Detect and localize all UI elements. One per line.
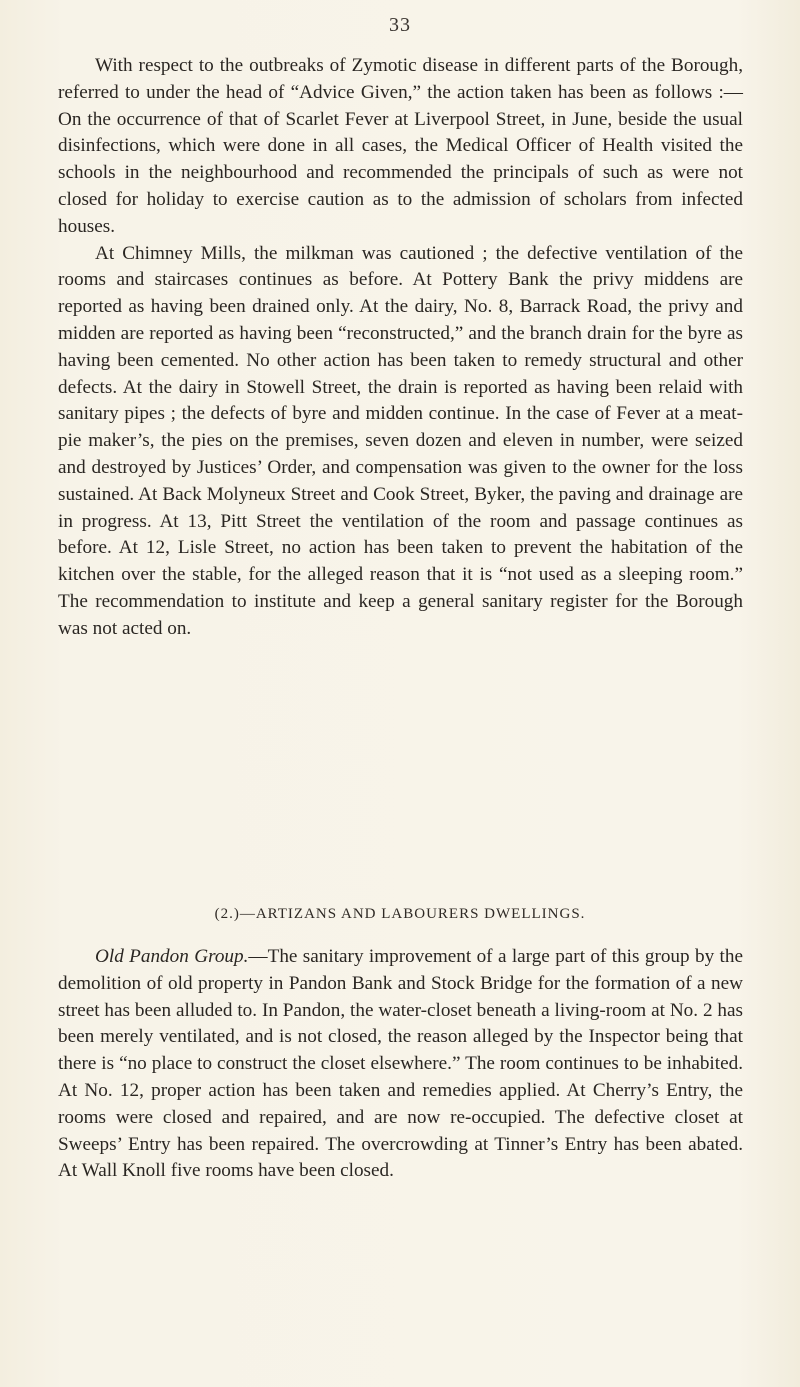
paragraph-chimney-mills: At Chimney Mills, the milkman was cautioned ; the defective ventilation of the rooms and staircases continues as before. At Pottery Bank the privy middens are reported as having been drained only. At the dairy, No. 8, Barrack Road, the privy and midden are reported as having been “reconstructed,” and the branch drain for the byre as having been cemented. No other action has been taken to remedy structural and other defects. At the dairy in Stowell Street, the drain is reported as having been relaid with sanitary pipes ; the defects of byre and midden continue. In the case of Fever at a meat-pie maker’s, the pies on the premises, seven dozen and eleven in number, were seized and destroyed by Justices’ Order, and compensation was given to the owner for the loss sustained. At Back Molyneux Street and Cook Street, Byker, the paving and drainage are in progress. At 13, Pitt Street the ventilation of the room and passage continues as before. At 12, Lisle Street, no action has been taken to prevent the habitation of the kitchen over the stable, for the alleged reason that it is “not used as a sleeping room.” The recommendation to institute and keep a general sanitary register for the Borough was not acted on. [58, 242, 743, 639]
section-heading: (2.)—ARTIZANS AND LABOURERS DWELLINGS. [214, 906, 586, 922]
group-text: —The sanitary improvement of a large part of this group by the demolition of old property in Pandon Bank and Stock Bridge for the formation of a new street has been alluded to. In Pandon, the water-closet beneath a living-room at No. 2 has been merely ventilated, and is not closed, the reason alleged by the Inspector being that there is “no place to construct the closet elsewhere.” The room continues to be inhabited. At No. 12, proper action has been taken and remedies applied. At Cherry’s Entry, the rooms were closed and repaired, and are now re-occupied. The defective closet at Sweeps’ Entry has been repaired. The overcrowding at Tinner’s Entry has been abated. At Wall Knoll five rooms have been closed. [58, 946, 743, 1182]
section-body [58, 944, 743, 1185]
group-title: Old Pandon Group. [95, 946, 249, 967]
main-body [58, 53, 743, 643]
paragraph-old-pandon-group [58, 944, 743, 1185]
page-number: 33 [389, 14, 411, 36]
paragraph-zymotic-outbreaks: With respect to the outbreaks of Zymotic disease in different parts of the Borough, referred to under the head of “Advice Given,” the action taken has been as follows :—On the occurrence of that of Scarlet Fever at Liverpool Street, in June, beside the usual disinfections, which were done in all cases, the Medical Officer of Health visited the schools in the neighbourhood and recommended the principals of such as were not closed for holiday to exercise caution as to the admission of scholars from infected houses. [58, 55, 743, 237]
